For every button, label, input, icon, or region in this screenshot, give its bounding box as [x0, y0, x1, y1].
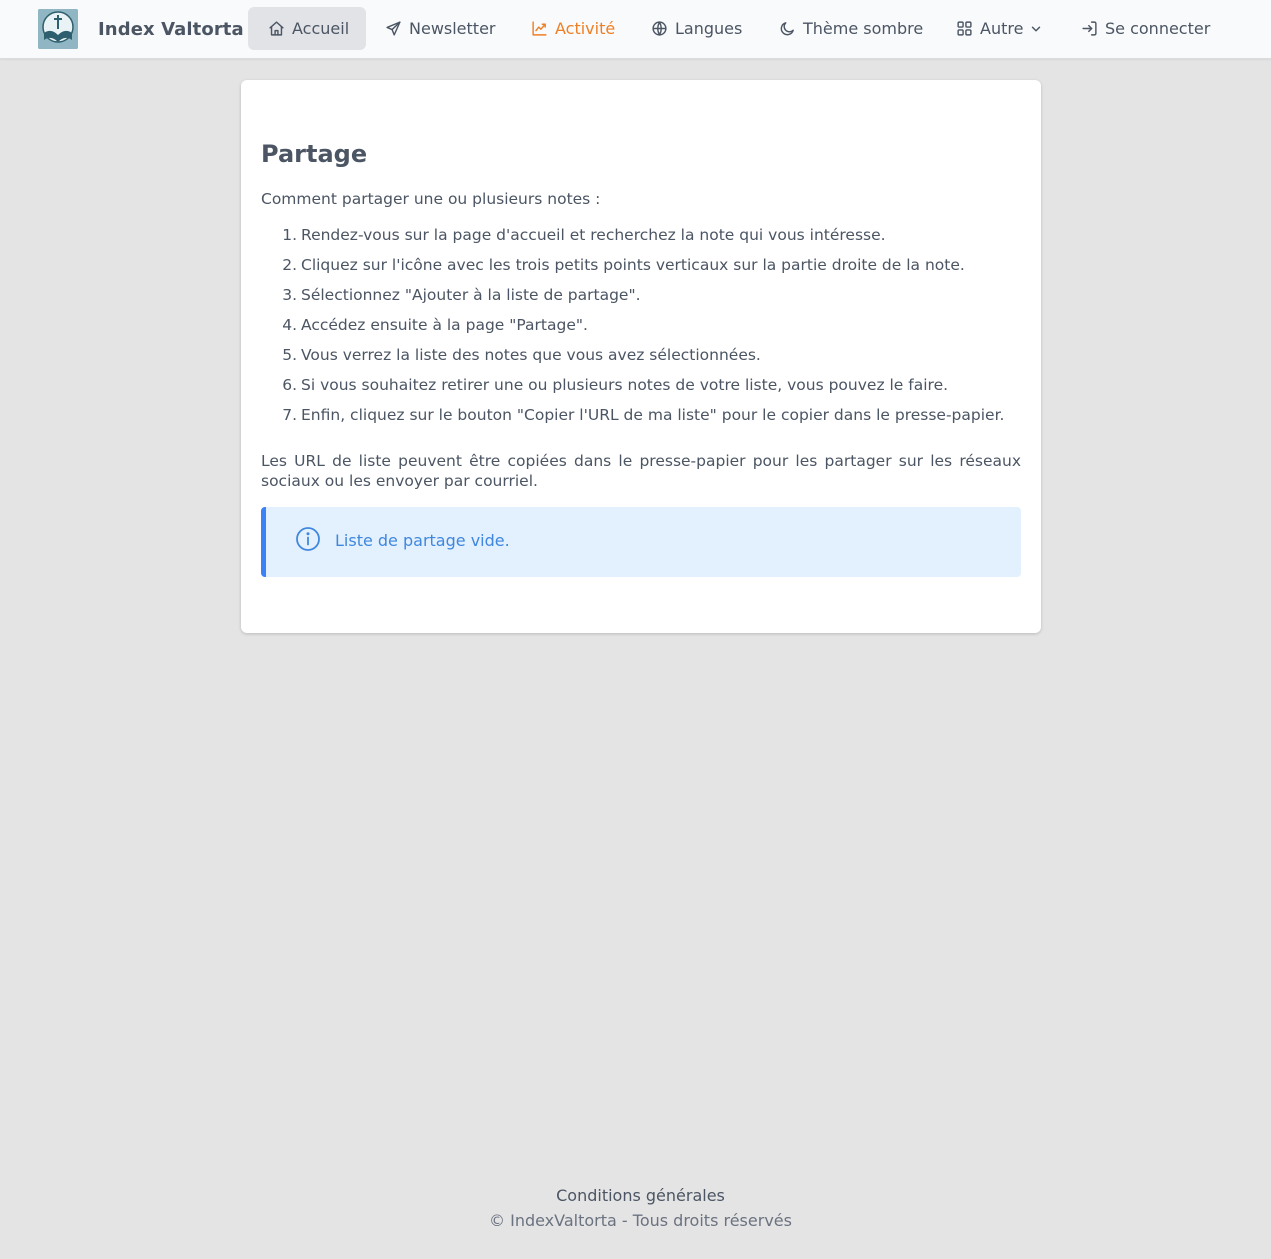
list-item: [261, 403, 1004, 433]
step-text: Cliquez sur l'icône avec les trois petits points verticaux sur la partie droite de la note.: [301, 256, 965, 274]
list-item: [261, 313, 1004, 343]
nav-autre-dropdown[interactable]: [956, 7, 1043, 50]
nav-langues-label: Langues: [675, 19, 743, 38]
login-icon: [1081, 20, 1098, 37]
top-navbar: [0, 0, 1271, 59]
share-description: Les URL de liste peuvent être copiées dans le presse-papier pour les partager sur les réseaux sociaux ou les envoyer par courriel.: [261, 452, 1021, 490]
step-text: Sélectionnez "Ajouter à la liste de partage".: [301, 286, 641, 304]
alert-message: Liste de partage vide.: [335, 531, 510, 550]
intro-text: Comment partager une ou plusieurs notes :: [261, 190, 601, 208]
list-item: [261, 283, 1004, 313]
steps-list: [261, 223, 1004, 433]
step-number: 6.: [282, 376, 297, 394]
step-number: 7.: [282, 406, 297, 424]
page-title: Partage: [261, 140, 368, 168]
list-item: [261, 253, 1004, 283]
content-card: [241, 80, 1041, 633]
step-number: 5.: [282, 346, 297, 364]
nav-activite[interactable]: [531, 7, 615, 50]
brand-link[interactable]: [38, 9, 244, 49]
home-icon: [268, 20, 285, 37]
nav-newsletter[interactable]: [385, 7, 496, 50]
step-number: 3.: [282, 286, 297, 304]
grid-icon: [956, 20, 973, 37]
empty-list-alert: [261, 507, 1021, 577]
chart-line-icon: [531, 20, 548, 37]
list-item: [261, 343, 1004, 373]
step-number: 1.: [282, 226, 297, 244]
nav-autre-label: Autre: [980, 19, 1024, 38]
step-number: 2.: [282, 256, 297, 274]
step-text: Vous verrez la liste des notes que vous avez sélectionnées.: [301, 346, 761, 364]
nav-langues[interactable]: [651, 7, 742, 50]
moon-icon: [779, 20, 796, 37]
nav-se-connecter-label: Se connecter: [1105, 19, 1211, 38]
nav-theme-sombre[interactable]: [779, 7, 923, 50]
terms-link[interactable]: Conditions générales: [556, 1186, 725, 1205]
logo-icon: [38, 9, 78, 49]
nav-accueil[interactable]: [248, 7, 366, 50]
nav-accueil-label: Accueil: [292, 19, 350, 38]
step-text: Accédez ensuite à la page "Partage".: [301, 316, 588, 334]
nav-theme-sombre-label: Thème sombre: [803, 19, 924, 38]
step-text: Enfin, cliquez sur le bouton "Copier l'URL de ma liste" pour le copier dans le presse-papier.: [301, 406, 1005, 424]
step-text: Si vous souhaitez retirer une ou plusieurs notes de votre liste, vous pouvez le faire.: [301, 376, 949, 394]
copyright-text: © IndexValtorta - Tous droits réservés: [489, 1211, 792, 1230]
step-text: Rendez-vous sur la page d'accueil et recherchez la note qui vous intéresse.: [301, 226, 886, 244]
globe-icon: [651, 20, 668, 37]
list-item: [261, 373, 1004, 403]
step-number: 4.: [282, 316, 297, 334]
info-icon: [295, 526, 321, 552]
nav-activite-label: Activité: [555, 19, 616, 38]
brand-name: Index Valtorta: [98, 18, 244, 40]
chevron-down-icon: [1029, 22, 1043, 36]
list-item: [261, 223, 1004, 253]
nav-se-connecter[interactable]: [1081, 7, 1210, 50]
send-icon: [385, 20, 402, 37]
nav-newsletter-label: Newsletter: [409, 19, 496, 38]
